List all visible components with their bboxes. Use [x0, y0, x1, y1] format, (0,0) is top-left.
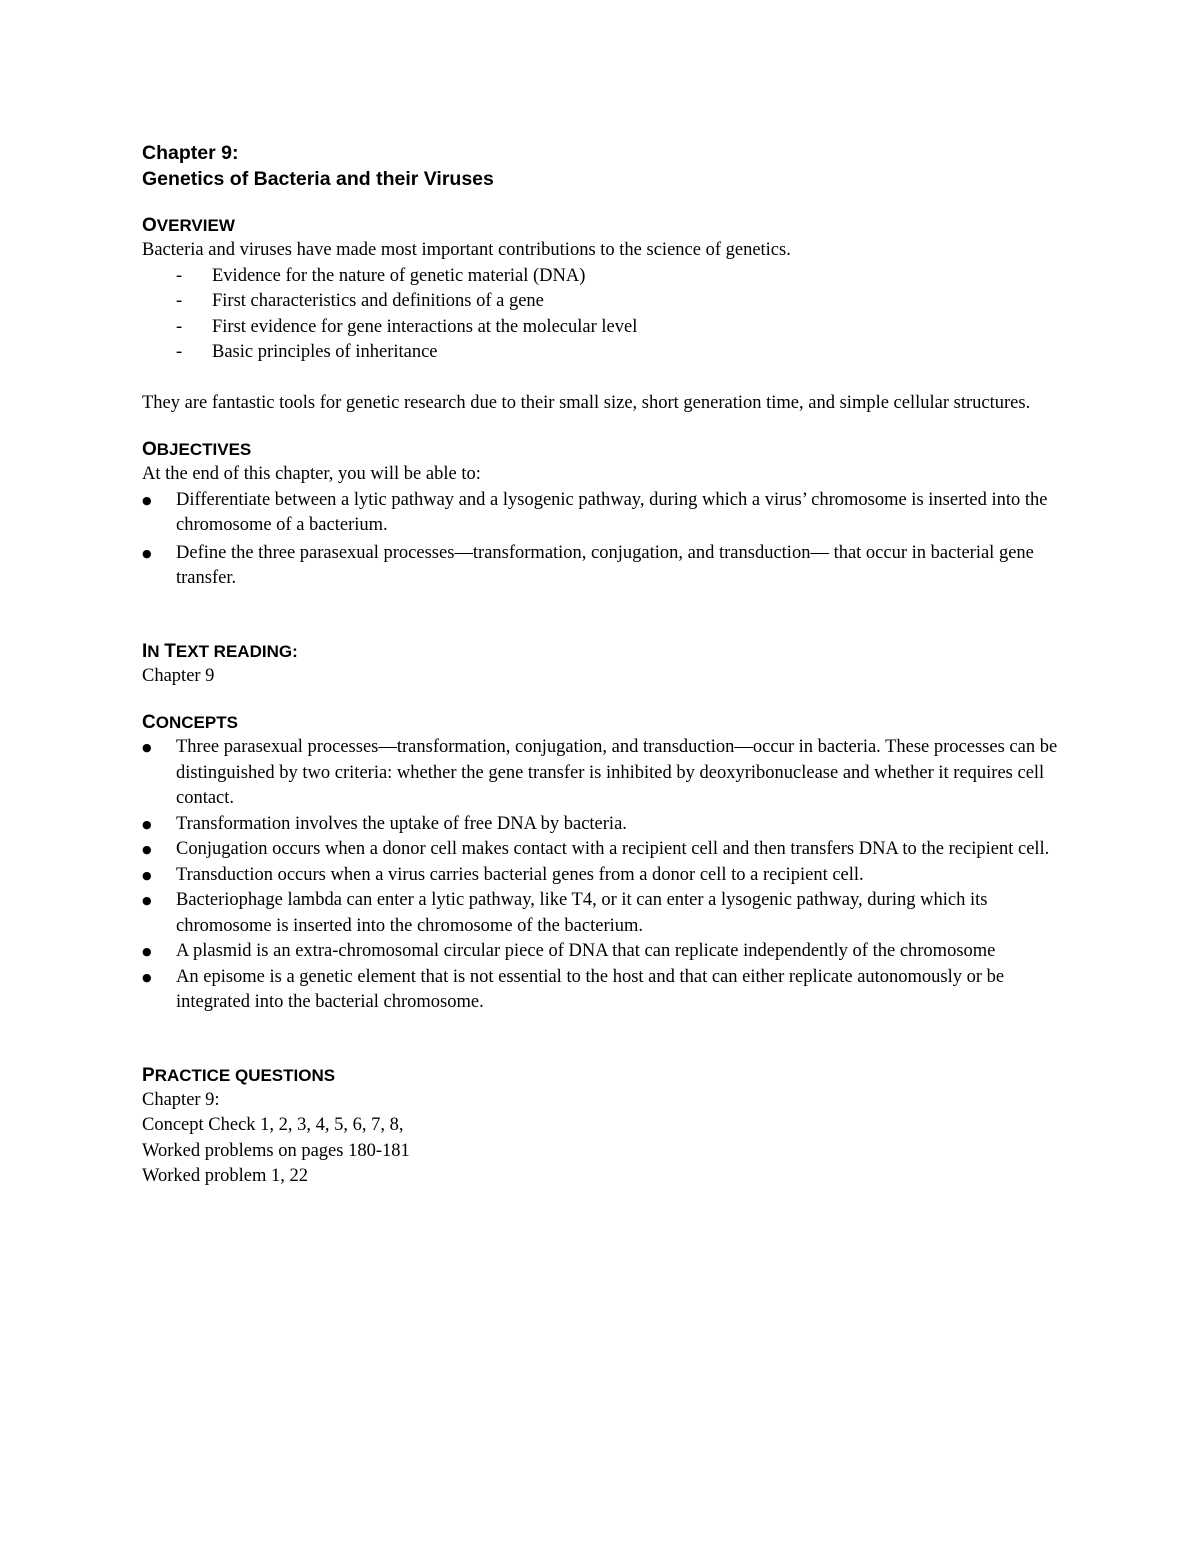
practice-line: Worked problem 1, 22 [142, 1166, 309, 1186]
list-item: - Evidence for the nature of genetic material (DNA) [176, 265, 586, 286]
practice-section [142, 1064, 1072, 1190]
list-item: ● Differentiate between a lytic pathway and a lysogenic pathway, during which a virus’ chromosome is inserted into the chromosome of a bacterium. [142, 489, 1048, 535]
list-item: - First evidence for gene interactions at the molecular level [176, 316, 638, 337]
list-item: ● A plasmid is an extra-chromosomal circular piece of DNA that can replicate independently of the chromosome [142, 941, 996, 961]
list-item: ● Transduction occurs when a virus carries bacterial genes from a donor cell to a recipient cell. [142, 864, 864, 885]
list-item: - First characteristics and definitions of a gene [176, 291, 544, 311]
title-line-1: Chapter 9: [142, 142, 239, 164]
objectives-intro: At the end of this chapter, you will be able to: [142, 464, 481, 484]
reading-text: Chapter 9 [142, 665, 215, 686]
objectives-heading: OBJECTIVES [142, 439, 252, 460]
concepts-list [142, 735, 1072, 1016]
list-item: ● Conjugation occurs when a donor cell makes contact with a recipient cell and then transfers DNA to the recipient cell. [142, 839, 1050, 859]
overview-heading: OVERVIEW [142, 215, 235, 236]
overview-closing: They are fantastic tools for genetic research due to their small size, short generation time, and simple cellular structures. [142, 392, 1031, 413]
practice-heading: PRACTICE QUESTIONS [142, 1064, 336, 1086]
overview-intro: Bacteria and viruses have made most important contributions to the science of genetics. [142, 240, 791, 260]
practice-line: Worked problems on pages 180-181 [142, 1140, 410, 1161]
document-title [142, 140, 1072, 192]
objectives-section [142, 438, 1072, 592]
list-item: ● An episome is a genetic element that is not essential to the host and that can either replicate autonomously or be integrated into the bacterial chromosome. [142, 966, 1005, 1012]
list-item: ● Bacteriophage lambda can enter a lytic pathway, like T4, or it can enter a lysogenic pathway, during which its chromosome is inserted into the chromosome of the bacterium. [142, 890, 988, 936]
reading-section [142, 640, 1072, 690]
document-page [142, 140, 1072, 1190]
list-item: ● Define the three parasexual processes—transformation, conjugation, and transduction— that occur in bacterial gene transfer. [142, 542, 1034, 588]
practice-line: Chapter 9: [142, 1089, 220, 1110]
list-item: ● Three parasexual processes—transformation, conjugation, and transduction—occur in bacteria. These processes can be distinguished by two criteria: whether the gene transfer is inhibited by deoxyribonuclease and whether it requires cell contact. [142, 737, 1058, 808]
objectives-list [142, 488, 1072, 592]
list-item: - Basic principles of inheritance [176, 342, 438, 362]
practice-line: Concept Check 1, 2, 3, 4, 5, 6, 7, 8, [142, 1115, 404, 1135]
overview-list [142, 264, 1072, 366]
concepts-section [142, 711, 1072, 1016]
reading-heading: IN TEXT READING: [142, 640, 298, 662]
concepts-heading: CONCEPTS [142, 712, 238, 733]
list-item: ● Transformation involves the uptake of free DNA by bacteria. [142, 813, 627, 834]
overview-section [142, 214, 1072, 416]
title-line-2: Genetics of Bacteria and their Viruses [142, 168, 494, 190]
